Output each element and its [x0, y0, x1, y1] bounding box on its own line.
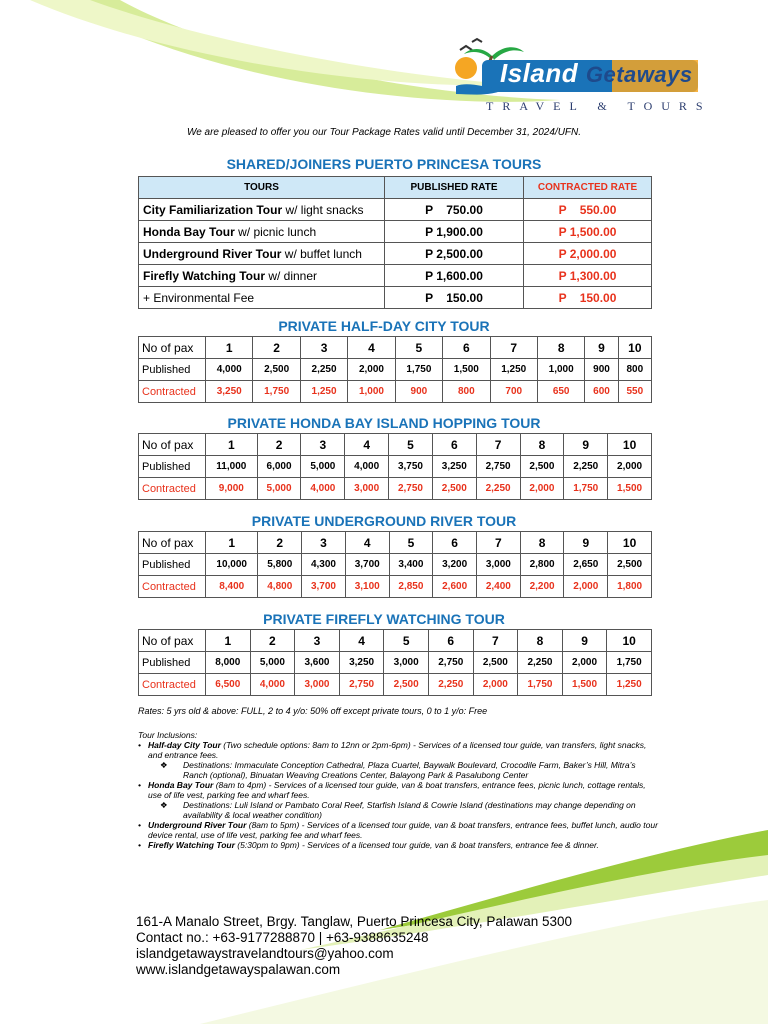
- table-cell: 2,800: [520, 554, 564, 576]
- table-cell: 2,250: [476, 478, 520, 500]
- table-cell: 2,750: [389, 478, 433, 500]
- table-cell: 3: [295, 630, 340, 652]
- table-row: [139, 434, 652, 456]
- contracted-rate: P 550.00: [524, 199, 652, 221]
- table-row: [139, 630, 652, 652]
- table-cell: 2: [253, 337, 300, 359]
- table-cell: 5,000: [301, 456, 345, 478]
- table-cell: 4: [339, 630, 384, 652]
- table-cell: 2,850: [389, 576, 433, 598]
- rates-note: Rates: 5 yrs old & above: FULL, 2 to 4 y/o: 50% off except private tours, 0 to 1 y/o: Free: [138, 706, 488, 716]
- table-cell: 3,400: [389, 554, 433, 576]
- table-cell: 6: [443, 337, 490, 359]
- private-tour-title: PRIVATE UNDERGROUND RIVER TOUR: [251, 513, 517, 529]
- row-label: Published: [139, 554, 206, 576]
- published-rate: P 1,900.00: [385, 221, 524, 243]
- footer-contact: [136, 914, 572, 978]
- table-cell: 7: [477, 532, 521, 554]
- table-cell: 1: [206, 630, 251, 652]
- row-label: No of pax: [139, 434, 206, 456]
- row-label: No of pax: [139, 337, 206, 359]
- tour-extra: + Environmental Fee: [143, 290, 255, 305]
- table-cell: 1,000: [348, 381, 395, 403]
- table-row: [139, 554, 652, 576]
- table-row: [139, 652, 652, 674]
- private-tour-table: [138, 336, 652, 403]
- table-cell: 2,250: [518, 652, 563, 674]
- table-row: [139, 265, 652, 287]
- table-cell: 1,500: [562, 674, 607, 696]
- table-row: [139, 478, 652, 500]
- row-label: Contracted: [139, 674, 206, 696]
- table-cell: 1,800: [608, 576, 652, 598]
- table-cell: 10: [607, 630, 652, 652]
- footer-email[interactable]: islandgetawaystravelandtours@yahoo.com: [136, 946, 394, 961]
- table-cell: 4,000: [250, 674, 295, 696]
- tour-name: Honda Bay Tour: [143, 224, 235, 239]
- table-cell: 3,250: [432, 456, 476, 478]
- table-row: [139, 576, 652, 598]
- table-row: [139, 532, 652, 554]
- table-cell: 3,000: [345, 478, 389, 500]
- table-cell: 1: [206, 532, 258, 554]
- table-cell: 8: [520, 434, 564, 456]
- private-tour-table: [138, 531, 652, 598]
- table-cell: 9,000: [206, 478, 258, 500]
- table-cell: 2,000: [562, 652, 607, 674]
- table-cell: 800: [618, 359, 651, 381]
- published-rate: P 2,500.00: [385, 243, 524, 265]
- table-cell: 650: [537, 381, 584, 403]
- table-cell: 1,750: [607, 652, 652, 674]
- published-rate: P 750.00: [385, 199, 524, 221]
- footer-address: 161-A Manalo Street, Brgy. Tanglaw, Puerto Princesa City, Palawan 5300: [136, 914, 572, 929]
- table-cell: 900: [585, 359, 618, 381]
- table-cell: 1,750: [518, 674, 563, 696]
- table-cell: 3,100: [345, 576, 389, 598]
- table-cell: 1,750: [564, 478, 608, 500]
- table-cell: 3,250: [339, 652, 384, 674]
- inclusions-list: [138, 740, 658, 850]
- inclusion-desc: (5:30pm to 9pm) - Services of a licensed tour guide, van & boat transfers, entrance fee & dinner.: [234, 840, 599, 850]
- table-cell: 800: [443, 381, 490, 403]
- bullet-icon: •: [138, 820, 141, 830]
- table-cell: 1,500: [443, 359, 490, 381]
- inclusion-name: Half-day City Tour: [148, 740, 221, 750]
- table-cell: 10,000: [206, 554, 258, 576]
- inclusion-destinations: [138, 760, 658, 780]
- table-row: [139, 287, 652, 309]
- table-cell: 1,750: [395, 359, 442, 381]
- table-cell: 3: [301, 434, 345, 456]
- table-cell: 2,000: [473, 674, 518, 696]
- table-cell: 2,500: [253, 359, 300, 381]
- private-tour-table: [138, 433, 652, 500]
- table-cell: 8: [537, 337, 584, 359]
- table-cell: 2,500: [432, 478, 476, 500]
- private-tour-table: [138, 629, 652, 696]
- table-cell: 7: [473, 630, 518, 652]
- contracted-rate: P 1,500.00: [524, 221, 652, 243]
- row-label: Published: [139, 359, 206, 381]
- table-cell: 1,250: [607, 674, 652, 696]
- table-cell: 2,400: [477, 576, 521, 598]
- tour-name: City Familiarization Tour: [143, 202, 283, 217]
- table-row: [139, 456, 652, 478]
- table-row: [139, 199, 652, 221]
- table-row: [139, 221, 652, 243]
- table-cell: 5,000: [257, 478, 301, 500]
- table-cell: 3,000: [477, 554, 521, 576]
- tour-inclusions: [138, 730, 658, 850]
- table-cell: 3: [300, 337, 347, 359]
- table-row: [139, 674, 652, 696]
- tour-name: Underground River Tour: [143, 246, 282, 261]
- table-cell: 5,800: [258, 554, 302, 576]
- row-label: No of pax: [139, 532, 206, 554]
- table-cell: 2,750: [428, 652, 473, 674]
- row-label: Contracted: [139, 576, 206, 598]
- row-label: Contracted: [139, 381, 206, 403]
- table-cell: 1,750: [253, 381, 300, 403]
- destinations-text: Destinations: Luli Island or Pambato Coral Reef, Starfish Island & Cowrie Island (destinations may change depending on availability & local weather condition): [183, 800, 636, 820]
- table-cell: 3: [302, 532, 346, 554]
- table-cell: 8: [518, 630, 563, 652]
- table-cell: 7: [490, 337, 537, 359]
- table-cell: 600: [585, 381, 618, 403]
- table-row: [139, 337, 652, 359]
- table-cell: 4: [345, 434, 389, 456]
- table-cell: 8,400: [206, 576, 258, 598]
- table-cell: 6,500: [206, 674, 251, 696]
- table-cell: 2: [250, 630, 295, 652]
- table-cell: 10: [608, 434, 652, 456]
- logo-wordmark: Island Getaways: [500, 58, 693, 88]
- table-cell: 8,000: [206, 652, 251, 674]
- table-cell: 11,000: [206, 456, 258, 478]
- table-cell: 2: [257, 434, 301, 456]
- table-cell: 6,000: [257, 456, 301, 478]
- table-cell: 2,750: [476, 456, 520, 478]
- header-tours: TOURS: [139, 177, 385, 199]
- table-cell: 2,000: [520, 478, 564, 500]
- table-row: [139, 381, 652, 403]
- inclusion-desc: (Two schedule options: 8am to 12nn or 2pm-6pm) - Services of a licensed tour guide, van transfers, light snacks, and entrance fees.: [148, 740, 647, 760]
- inclusion-item: [138, 780, 658, 800]
- private-tour-title: PRIVATE HALF-DAY CITY TOUR: [278, 318, 490, 334]
- table-cell: 2,500: [473, 652, 518, 674]
- diamond-bullet-icon: ❖: [160, 760, 168, 770]
- table-cell: 3,000: [384, 652, 429, 674]
- table-cell: 9: [564, 434, 608, 456]
- table-cell: 1,250: [300, 381, 347, 403]
- shared-tours-title: SHARED/JOINERS PUERTO PRINCESA TOURS: [226, 156, 542, 172]
- table-cell: 2: [258, 532, 302, 554]
- table-cell: 6: [433, 532, 477, 554]
- table-cell: 3,600: [295, 652, 340, 674]
- table-cell: 3,250: [206, 381, 253, 403]
- table-cell: 9: [564, 532, 608, 554]
- table-cell: 2,500: [520, 456, 564, 478]
- table-cell: 4,800: [258, 576, 302, 598]
- inclusion-destinations: [138, 800, 658, 820]
- private-tour-title: PRIVATE FIREFLY WATCHING TOUR: [263, 611, 505, 627]
- bullet-icon: •: [138, 780, 141, 790]
- inclusion-desc: (8am to 4pm) - Services of a licensed tour guide, van & boat transfers, entrance fees, picnic lunch, cottage rentals, use of life vest, parking fee and wharf fees.: [148, 780, 646, 800]
- intro-text: We are pleased to offer you our Tour Package Rates valid until December 31, 2024/UFN.: [186, 127, 582, 138]
- table-cell: 2,750: [339, 674, 384, 696]
- tour-name: Firefly Watching Tour: [143, 268, 265, 283]
- inclusion-item: [138, 740, 658, 760]
- table-cell: 5: [384, 630, 429, 652]
- table-cell: 1,000: [537, 359, 584, 381]
- inclusion-item: [138, 840, 658, 850]
- table-cell: 1: [206, 337, 253, 359]
- row-label: Contracted: [139, 478, 206, 500]
- contracted-rate: P 1,300.00: [524, 265, 652, 287]
- inclusion-name: Underground River Tour: [148, 820, 247, 830]
- table-cell: 10: [608, 532, 652, 554]
- row-label: No of pax: [139, 630, 206, 652]
- table-cell: 2,600: [433, 576, 477, 598]
- inclusion-item: [138, 820, 658, 840]
- table-cell: 5,000: [250, 652, 295, 674]
- table-cell: 4: [345, 532, 389, 554]
- table-cell: 2,000: [348, 359, 395, 381]
- header-published: PUBLISHED RATE: [385, 177, 524, 199]
- logo-tagline: TRAVEL & TOURS: [486, 99, 712, 113]
- table-cell: 4,300: [302, 554, 346, 576]
- inclusion-desc: (8am to 5pm) - Services of a licensed tour guide, van & boat transfers, entrance fees, buffet lunch, audio tour device rental, use of life vest, parking fee and wharf fees.: [148, 820, 658, 840]
- footer-website[interactable]: www.islandgetawayspalawan.com: [136, 962, 341, 977]
- inclusion-name: Honda Bay Tour: [148, 780, 214, 790]
- row-label: Published: [139, 456, 206, 478]
- table-cell: 9: [562, 630, 607, 652]
- table-row: [139, 243, 652, 265]
- shared-tours-table: [138, 176, 652, 309]
- table-cell: 3,000: [295, 674, 340, 696]
- table-cell: 4: [348, 337, 395, 359]
- table-cell: 1,250: [490, 359, 537, 381]
- table-cell: 2,250: [428, 674, 473, 696]
- table-cell: 4,000: [301, 478, 345, 500]
- table-cell: 8: [520, 532, 564, 554]
- table-cell: 2,000: [564, 576, 608, 598]
- table-cell: 6: [432, 434, 476, 456]
- private-tour-title: PRIVATE HONDA BAY ISLAND HOPPING TOUR: [227, 415, 541, 431]
- table-cell: 4,000: [206, 359, 253, 381]
- table-cell: 2,650: [564, 554, 608, 576]
- table-cell: 1,500: [608, 478, 652, 500]
- table-cell: 3,700: [345, 554, 389, 576]
- published-rate: P 1,600.00: [385, 265, 524, 287]
- table-cell: 900: [395, 381, 442, 403]
- inclusion-name: Firefly Watching Tour: [148, 840, 235, 850]
- table-cell: 2,200: [520, 576, 564, 598]
- table-cell: 5: [389, 434, 433, 456]
- table-cell: 2,250: [300, 359, 347, 381]
- table-cell: 2,000: [608, 456, 652, 478]
- contracted-rate: P 150.00: [524, 287, 652, 309]
- table-cell: 3,700: [302, 576, 346, 598]
- table-header-row: [139, 177, 652, 199]
- tour-extra: w/ light snacks: [282, 202, 364, 217]
- header-contracted: CONTRACTED RATE: [524, 177, 652, 199]
- published-rate: P 150.00: [385, 287, 524, 309]
- table-cell: 7: [476, 434, 520, 456]
- tour-extra: w/ buffet lunch: [281, 246, 362, 261]
- table-cell: 700: [490, 381, 537, 403]
- destinations-text: Destinations: Immaculate Conception Cathedral, Plaza Cuartel, Baywalk Boulevard, Crocodile Farm, Baker’s Hill, Mitra’s Ranch (optional), Binuatan Weaving Creations Center, Balayong Park & Pasalubong Center: [183, 760, 636, 780]
- table-cell: 5: [389, 532, 433, 554]
- tour-extra: w/ dinner: [265, 268, 318, 283]
- table-cell: 4,000: [345, 456, 389, 478]
- table-cell: 2,500: [608, 554, 652, 576]
- tour-extra: w/ picnic lunch: [234, 224, 317, 239]
- footer-contact-numbers: Contact no.: +63-9177288870 | +63-9388635248: [136, 930, 429, 945]
- table-cell: 2,500: [384, 674, 429, 696]
- inclusions-heading: Tour Inclusions:: [138, 730, 198, 740]
- table-cell: 5: [395, 337, 442, 359]
- table-cell: 9: [585, 337, 618, 359]
- table-cell: 2,250: [564, 456, 608, 478]
- bullet-icon: •: [138, 740, 141, 750]
- table-cell: 550: [618, 381, 651, 403]
- table-cell: 10: [618, 337, 651, 359]
- table-cell: 1: [206, 434, 258, 456]
- contracted-rate: P 2,000.00: [524, 243, 652, 265]
- bullet-icon: •: [138, 840, 141, 850]
- table-row: [139, 359, 652, 381]
- diamond-bullet-icon: ❖: [160, 800, 168, 810]
- table-cell: 3,200: [433, 554, 477, 576]
- table-cell: 3,750: [389, 456, 433, 478]
- row-label: Published: [139, 652, 206, 674]
- table-cell: 6: [428, 630, 473, 652]
